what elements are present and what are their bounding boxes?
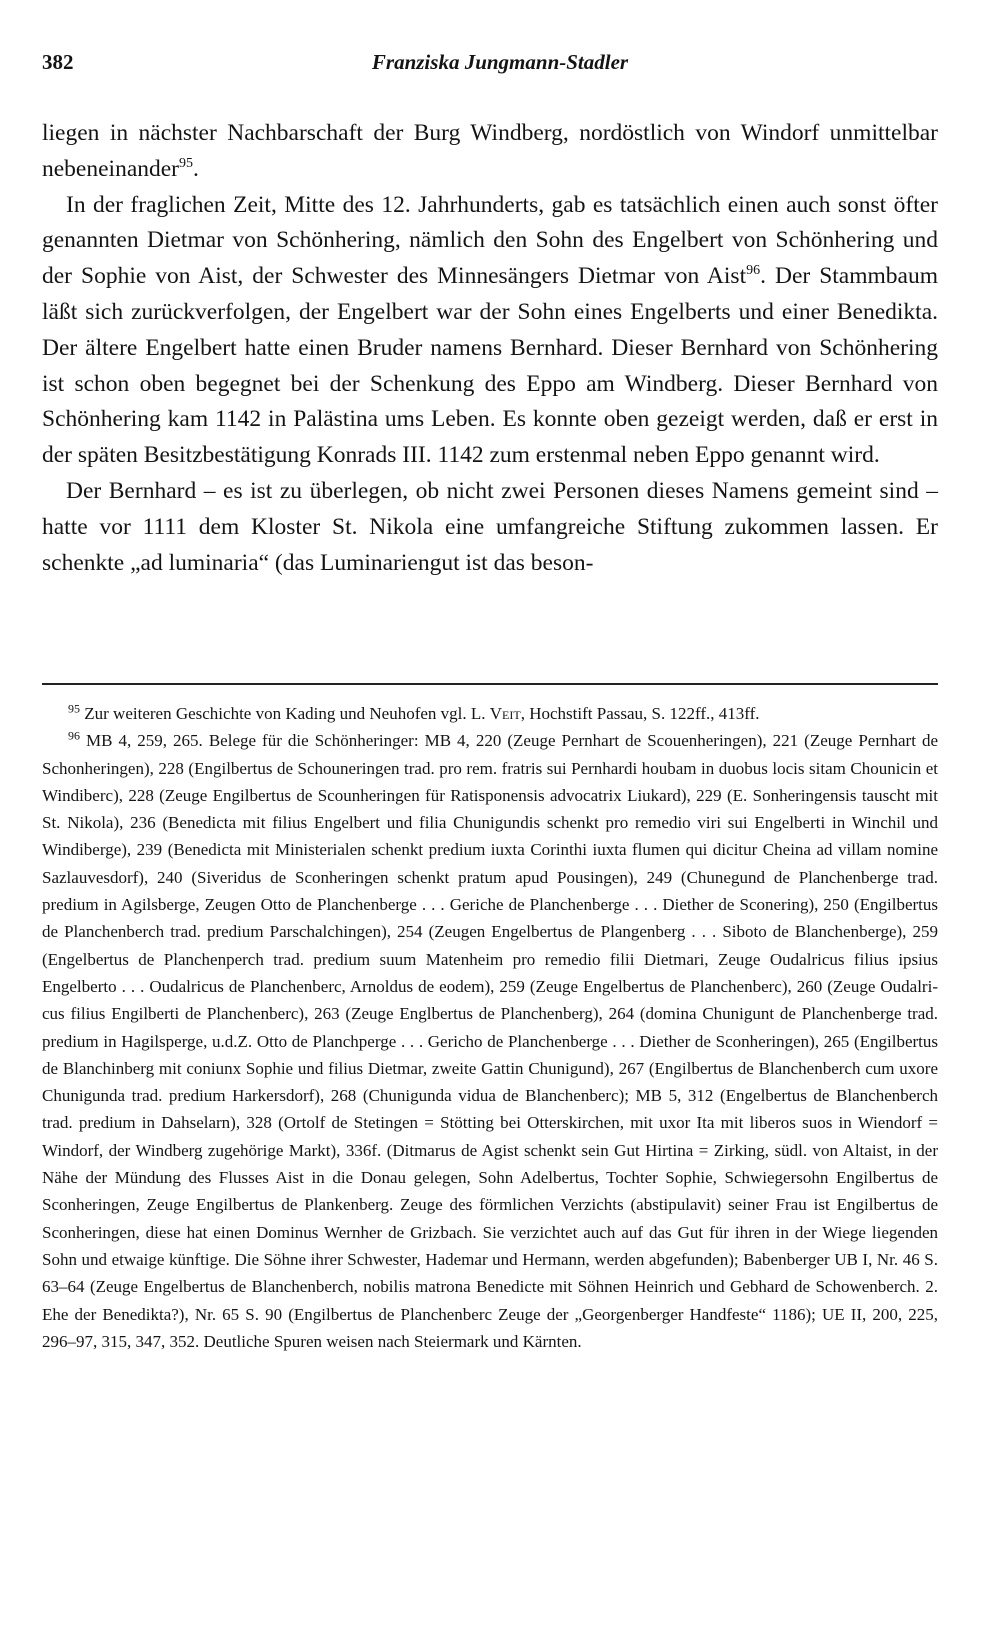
paragraph-2-end: . Der Stammbaum läßt sich zurückverfolgen, der Engelbert war der Sohn eines Engelberts und einer Benedikta. Der ältere Engelbert hatte einen Bruder namens Bernhard. Dieser Bernhard von Schönhering ist schon oben begegnet bei der Schenkung des Eppo am Windberg. Dieser Bernhard von Schönhering kam 1142 in Palästina ums Leben. Es konnte oben gezeigt werden, daß er erst in der späten Besitzbestätigung Konrads III. 1142 zum erstenmal neben Eppo genannt wird. xyxy=(42,263,938,469)
footnote-96-text: MB 4, 259, 265. Belege für die Schönheringer: MB 4, 220 (Zeuge Pernhart de Scouenheringen), 221 (Zeuge Pernhart de Schonheringen), 228 (Engilbertus de Schouneringen trad. pro rem. fratris sui Pernhardi houbam in duobus locis sitam Chounicin et Windiberc), 228 (Zeuge Engilbertus de Scounheringen für Ratisponensis advocatrix Liukard), 229 (E. Sonheringensis tauscht mit St. Nikola), 236 (Benedicta mit filius Engelbert und filia Chunigundis schenkt pro remedio viri sui Engelberti in Winchil und Windiberge), 239 (Benedicta mit Ministerialen schenkt predium iuxta Corinthi iuxta flumen qui dicitur Cheina ad villam nomine Sazlauvesdorf), 240 (Siveridus de Sconheringen schenkt pratum apud Pousingen), 249 (Chunegund de Planchenberge trad. predium in Agilsberge, Zeugen Otto de Planchenberge . . . Geriche de Planchenberge . . . Diether de Sconering), 250 (Engilbertus de Planchenberch trad. predium Parschalchingen), 254 (Zeugen Engelbertus de Plangenberg . . . Siboto de Blanchenberge), 259 (Engelbertus de Planchenperch trad. predium suum Matenheim pro remedio filii Dietmari, Zeuge Oudalricus filius ipsius Engelberto . . . Oudalricus de Planchenberc, Arnoldus de eodem), 259 (Zeuge Engelbertus de Planchenberc), 260 (Zeuge Oudalricus filius Engilberti de Planchenberc), 263 (Zeuge Englbertus de Planchenberg), 264 (domina Chunigunt de Planchenberge trad. predium in Hagilsperge, u.d.Z. Otto de Planchperge . . . Gericho de Planchenberge . . . Diether de Sconheringen), 265 (Engilbertus de Blanchinberg mit coniunx Sophie und filius Dietmar, zweite Gattin Chunigund), 267 (Engilbertus de Blanchenberch cum uxore Chunigunda trad. predium Harkersdorf), 268 (Chunigunda vidua de Blanchenberc); MB 5, 312 (Engelbertus de Blanchenberch trad. predium in Dahselarn), 328 (Ortolf de Stetingen = Stötting bei Otterskirchen, mit uxor Ita mit liberos suos in Wiendorf = Windorf, der Windberg zugehörige Markt), 336f. (Ditmarus de Agist schenkt sein Gut Hirtina = Zirking, südl. von Altaist, in der Nähe der Mündung des Flusses Aist in die Donau gelegen, Sohn Adelbertus, Tochter Sophie, Schwiegersohn Engilbertus de Sconheringen, Zeuge Engilbertus de Plankenberg. Zeuge des förmlichen Verzichts (abstipulavit) seiner Frau ist Engilbertus de Sconheringen, diese hat einen Dominus Wernher de Grizbach. Sie verzichtet auch auf das Gut für ihren in der Wiege liegenden Sohn und etwaige künftige. Die Söhne ihrer Schwester, Hademar und Hermann, werden abgefunden); Babenberger UB I, Nr. 46 S. 63–64 (Zeuge Engelbertus de Blanchenberch, nobilis matrona Benedicte mit Söhnen Heinrich und Gebhard de Schowenberch. 2. Ehe der Benedikta?), Nr. 65 S. 90 (Engilbertus de Planchenberc Zeuge der „Georgenberger Handfeste“ 1186); UE II, 200, 225, 296–97, 315, 347, 352. Deutliche Spuren weisen nach Steiermark und Kärnten. xyxy=(42,731,938,1351)
page-number: 382 xyxy=(42,50,74,74)
main-text xyxy=(42,116,938,581)
paragraph-1 xyxy=(42,116,938,188)
paragraph-1-end: . xyxy=(193,155,199,182)
footnote-95-author: Veit xyxy=(489,704,521,723)
footnote-ref-96: 96 xyxy=(746,263,761,279)
paragraph-2 xyxy=(42,188,938,474)
footnote-95-rest: , Hochstift Passau, S. 122ff., 413ff. xyxy=(520,704,760,723)
footnote-96 xyxy=(42,727,938,1355)
footnote-95-text: Zur weiteren Geschichte von Kading und Neuhofen vgl. L. xyxy=(84,704,490,723)
footnotes xyxy=(42,700,938,1355)
running-title: Franziska Jungmann-Stadler xyxy=(371,50,629,74)
paragraph-1-text: liegen in nächster Nachbarschaft der Burg Windberg, nordöstlich von Windorf unmittelbar nebeneinander xyxy=(42,120,938,182)
footnote-separator xyxy=(42,683,938,685)
footnote-95-mark: 95 xyxy=(68,701,80,716)
paragraph-2-text: In der fraglichen Zeit, Mitte des 12. Jahrhunderts, gab es tatsächlich einen auch sonst öfter genannten Dietmar von Schönhering, nämlich den Sohn des Engelbert von Schönhering und der Sophie von Aist, der Schwester des Minnesängers Dietmar von Aist xyxy=(42,191,938,290)
footnote-95 xyxy=(42,700,938,727)
footnote-ref-95: 95 xyxy=(179,155,194,171)
paragraph-3: Der Bernhard – es ist zu überlegen, ob nicht zwei Personen dieses Namens gemeint sind – hatte vor 1111 dem Kloster St. Nikola eine umfangreiche Stiftung zukommen lassen. Er schenkte „ad luminaria“ (das Luminariengut ist das beson- xyxy=(42,477,938,576)
footnote-96-mark: 96 xyxy=(68,728,80,743)
